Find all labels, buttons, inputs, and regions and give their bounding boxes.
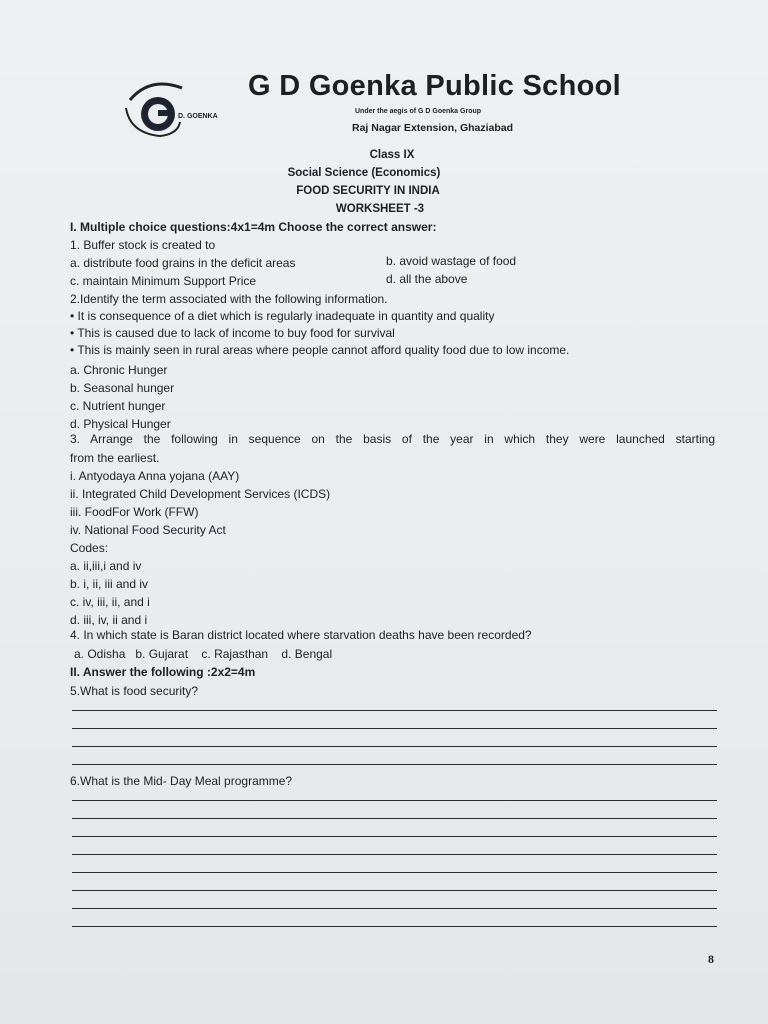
answer-line — [72, 800, 717, 801]
q3-question-line1: 3. Arrange the following in sequence on the basis of the year in which they were launched starting — [70, 432, 715, 446]
school-name: G D Goenka Public School — [248, 70, 621, 102]
q3-item: iii. FoodFor Work (FFW) — [70, 505, 199, 519]
q3-item: i. Antyodaya Anna yojana (AAY) — [70, 469, 240, 483]
q3-code-b: b. i, ii, iii and iv — [70, 577, 149, 591]
section2-heading: II. Answer the following :2x2=4m — [70, 665, 256, 679]
chapter-title: FOOD SECURITY IN INDIA — [296, 185, 440, 197]
q3-code-c: c. iv, iii, ii, and i — [70, 595, 150, 609]
answer-line — [72, 746, 717, 747]
q3-code-a: a. ii,iii,i and iv — [70, 559, 142, 573]
worksheet-title: WORKSHEET -3 — [335, 203, 425, 215]
q1-option-a: a. distribute food grains in the deficit areas — [70, 256, 296, 270]
school-aegis: Under the aegis of G D Goenka Group — [355, 108, 482, 115]
answer-line — [72, 872, 717, 873]
section1-heading: I. Multiple choice questions:4x1=4m Choose the correct answer: — [70, 220, 437, 234]
logo-text: D. GOENKA — [178, 113, 218, 120]
q2-bullet: • This is caused due to lack of income to buy food for survival — [70, 326, 395, 340]
q3-code-d: d. iii, iv, ii and i — [70, 613, 148, 627]
answer-line — [72, 728, 717, 729]
q3-item: ii. Integrated Child Development Services (ICDS) — [70, 487, 331, 501]
answer-line — [72, 890, 717, 891]
q2-option-c: c. Nutrient hunger — [70, 399, 166, 413]
q2-bullet: • This is mainly seen in rural areas where people cannot afford quality food due to low income. — [70, 343, 570, 357]
q3-item: iv. National Food Security Act — [70, 523, 226, 537]
q6-question: 6.What is the Mid- Day Meal programme? — [70, 774, 293, 788]
answer-line — [72, 818, 717, 819]
answer-line — [72, 710, 717, 711]
q1-question: 1. Buffer stock is created to — [70, 238, 216, 252]
q5-question: 5.What is food security? — [70, 684, 199, 698]
subject-label: Social Science (Economics) — [287, 167, 441, 179]
q2-option-d: d. Physical Hunger — [70, 417, 171, 431]
q1-option-d: d. all the above — [386, 272, 468, 286]
q2-bullet: • It is consequence of a diet which is regularly inadequate in quantity and quality — [70, 309, 495, 323]
answer-line — [72, 854, 717, 855]
answer-line — [72, 926, 717, 927]
school-logo — [120, 78, 250, 140]
q2-option-a: a. Chronic Hunger — [70, 363, 168, 377]
class-label: Class IX — [369, 149, 415, 161]
q4-options: a. Odisha b. Gujarat c. Rajasthan d. Bengal — [74, 647, 333, 661]
q3-codes-label: Codes: — [70, 541, 109, 555]
page-number: 8 — [708, 952, 714, 966]
school-address: Raj Nagar Extension, Ghaziabad — [352, 122, 514, 134]
answer-line — [72, 836, 717, 837]
q4-question: 4. In which state is Baran district located where starvation deaths have been recorded? — [70, 628, 532, 642]
answer-line — [72, 908, 717, 909]
answer-line — [72, 764, 717, 765]
q2-question: 2.Identify the term associated with the following information. — [70, 292, 388, 306]
q3-question-line2: from the earliest. — [70, 451, 160, 465]
q1-option-c: c. maintain Minimum Support Price — [70, 274, 257, 288]
q2-option-b: b. Seasonal hunger — [70, 381, 175, 395]
q1-option-b: b. avoid wastage of food — [386, 254, 517, 268]
